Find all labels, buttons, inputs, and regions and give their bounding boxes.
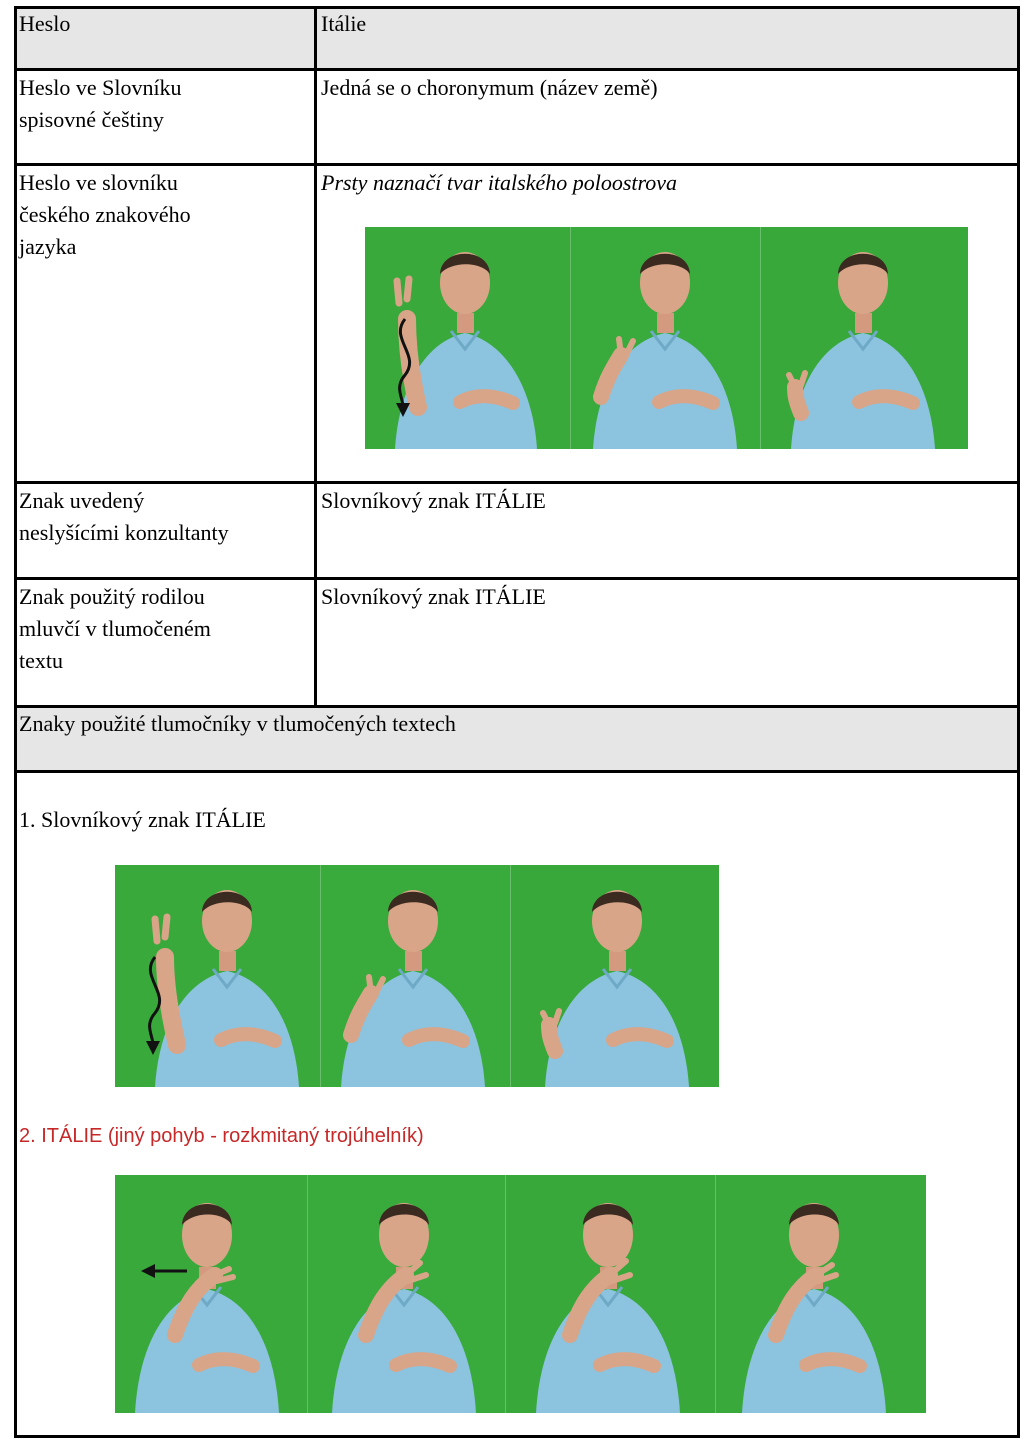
row-value: Slovníkový znak ITÁLIE — [321, 488, 546, 513]
variant-two-figure — [115, 1175, 926, 1413]
variant-one-figure — [115, 865, 719, 1087]
video-frame — [365, 227, 570, 449]
row-label: Heslo ve Slovníku spisovné češtiny — [19, 75, 182, 132]
row-divider — [14, 770, 1020, 773]
header-label: Heslo — [19, 11, 71, 36]
row-label: Znak použitý rodilou mluvčí v tlumočeném textu — [19, 584, 211, 673]
video-frame — [115, 865, 320, 1087]
video-frame — [715, 1175, 926, 1413]
video-frame — [320, 865, 511, 1087]
section-header: Znaky použité tlumočníky v tlumočených textech — [19, 711, 456, 736]
column-divider — [314, 6, 317, 708]
video-frame — [760, 227, 968, 449]
video-frame — [570, 227, 761, 449]
variant-label: 1. Slovníkový znak ITÁLIE — [19, 807, 266, 832]
row-divider — [14, 68, 1020, 71]
video-frame — [510, 865, 719, 1087]
header-value: Itálie — [321, 11, 367, 36]
row-divider — [14, 577, 1020, 580]
video-frame — [115, 1175, 307, 1413]
video-frame — [307, 1175, 506, 1413]
row-divider — [14, 163, 1020, 166]
row-label: Heslo ve slovníku českého znakového jazyka — [19, 170, 191, 259]
video-frame — [505, 1175, 716, 1413]
row-label: Znak uvedený neslyšícími konzultanty — [19, 488, 229, 545]
row-divider — [14, 481, 1020, 484]
row-value: Slovníkový znak ITÁLIE — [321, 584, 546, 609]
variant-label-red: 2. ITÁLIE (jiný pohyb - rozkmitaný trojúhelník) — [19, 1125, 424, 1147]
row-value: Jedná se o choronymum (název země) — [321, 75, 658, 100]
dictionary-sign-figure — [365, 227, 968, 449]
row-value: Prsty naznačí tvar italského poloostrova — [321, 170, 678, 195]
